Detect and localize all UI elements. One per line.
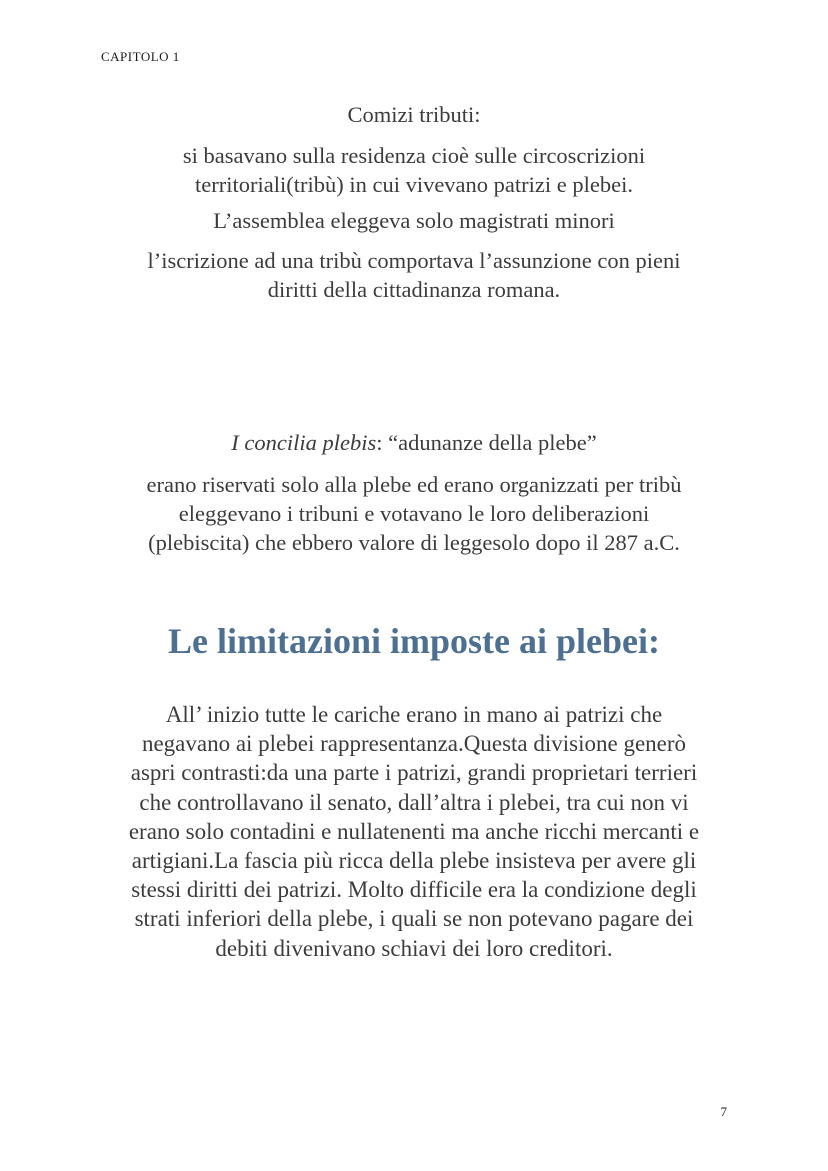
comizi-p1-line-1: si basavano sulla residenza cioè sulle circoscrizioni bbox=[182, 143, 646, 168]
body-line-1: All’ inizio tutte le cariche erano in mano ai patrizi che bbox=[165, 702, 663, 727]
concilia-line-1: erano riservati solo alla plebe ed erano organizzati per tribù bbox=[146, 472, 682, 497]
comizi-p3-line-1: l’iscrizione ad una tribù comportava l’assunzione con pieni bbox=[147, 248, 681, 273]
comizi-paragraph-1 bbox=[90, 141, 738, 199]
body-line-8: strati inferiori della plebe, i quali se non potevano pagare dei bbox=[134, 906, 694, 932]
comizi-p1-line-2: territoriali(tribù) in cui vivevano patrizi e plebei. bbox=[195, 172, 633, 197]
body-line-4: che controllavano il senato, dall’altra i plebei, tra cui non vi bbox=[139, 789, 689, 815]
comizi-paragraph-3 bbox=[90, 246, 738, 304]
comizi-p3-line-2: diritti della cittadinanza romana. bbox=[267, 277, 561, 302]
comizi-paragraph-2 bbox=[90, 206, 738, 235]
comizi-tributi-section bbox=[90, 100, 738, 130]
concilia-paragraph bbox=[90, 470, 738, 557]
body-line-5: erano solo contadini e nullatenenti ma anche ricchi mercanti e bbox=[128, 818, 700, 844]
page-number: 7 bbox=[720, 1104, 727, 1119]
comizi-p2-line-1: L’assemblea eleggeva solo magistrati minori bbox=[213, 208, 615, 233]
concilia-line-3: (plebiscita) che ebbero valore di leggesolo dopo il 287 a.C. bbox=[148, 530, 680, 555]
concilia-title-italic: I concilia plebis bbox=[231, 430, 377, 455]
running-head-chapter: CAPITOLO 1 bbox=[101, 49, 180, 64]
concilia-title-rest: : “adunanze della plebe” bbox=[376, 430, 597, 455]
concilia-line-2: eleggevano i tribuni e votavano le loro deliberazioni bbox=[178, 501, 650, 526]
section-body bbox=[90, 700, 738, 963]
body-line-3: aspri contrasti:da una parte i patrizi, grandi proprietari terrieri bbox=[130, 760, 698, 786]
body-line-6: artigiani.La fascia più ricca della plebe insisteva per avere gli bbox=[131, 848, 697, 874]
body-line-2: negavano ai plebei rappresentanza.Questa divisione generò bbox=[141, 731, 687, 757]
body-line-7: stessi diritti dei patrizi. Molto difficile era la condizione degli bbox=[131, 877, 697, 903]
section-heading: Le limitazioni imposte ai plebei: bbox=[168, 621, 660, 661]
body-line-9: debiti divenivano schiavi dei loro creditori. bbox=[215, 935, 613, 961]
concilia-title bbox=[90, 428, 738, 458]
comizi-title: Comizi tributi: bbox=[347, 102, 481, 127]
